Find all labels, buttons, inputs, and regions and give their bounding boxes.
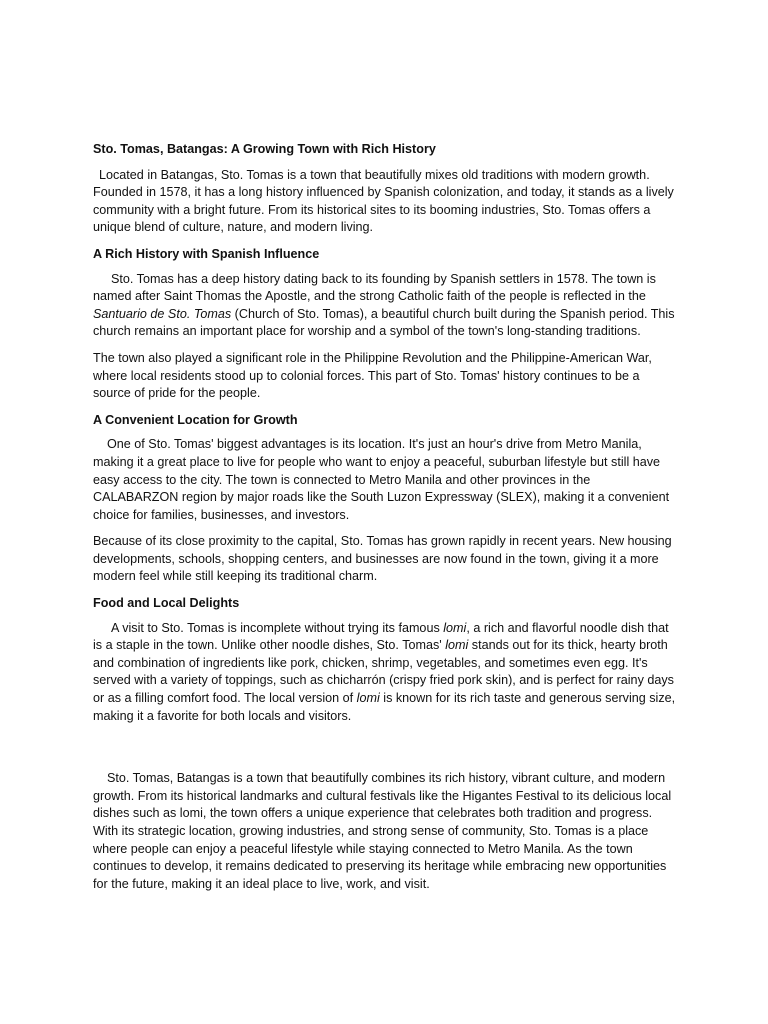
lomi-term-2: lomi xyxy=(445,638,469,653)
food-paragraph xyxy=(93,620,677,726)
food-text-a: A visit to Sto. Tomas is incomplete without trying its famous xyxy=(111,620,444,635)
church-name: Santuario de Sto. Tomas xyxy=(93,306,232,321)
lomi-term-1: lomi xyxy=(443,620,467,635)
intro-paragraph: Located in Batangas, Sto. Tomas is a town that beautifully mixes old traditions with modern growth. Founded in 1578, it has a long history influenced by Spanish colonization, and today, it stands as a lively community with a bright future. From its historical sites to its booming industries, Sto. Tomas offers a unique blend of culture, nature, and modern living. xyxy=(93,167,674,235)
document-title: Sto. Tomas, Batangas: A Growing Town with Rich History xyxy=(93,142,436,156)
food-text-d: is known for its rich taste and generous serving size, making it a favorite for both locals and visitors. xyxy=(93,691,676,723)
section-heading-history: A Rich History with Spanish Influence xyxy=(93,246,320,261)
lomi-term-3: lomi xyxy=(356,691,380,706)
document-body xyxy=(93,141,677,893)
history-paragraph-1 xyxy=(93,271,677,341)
section-heading-location: A Convenient Location for Growth xyxy=(93,412,298,427)
location-paragraph-1: One of Sto. Tomas' biggest advantages is its location. It's just an hour's drive from Metro Manila, making it a great place to live for people who want to enjoy a peaceful, suburban lifestyle but still have easy access to the city. The town is connected to Metro Manila and other provinces in the CALABARZON region by major roads like the South Luzon Expressway (SLEX), making it a convenient choice for families, businesses, and investors. xyxy=(93,437,670,522)
food-text-b: , a rich and flavorful noodle dish that is a staple in the town. Unlike other noodle dishes, Sto. Tomas' xyxy=(93,620,669,653)
history-text-b: (Church of Sto. Tomas), a beautiful church built during the Spanish period. This church remains an important place for worship and a symbol of the town's long-standing traditions. xyxy=(93,306,675,339)
history-paragraph-2: The town also played a significant role in the Philippine Revolution and the Philippine-American War, where local residents stood up to colonial forces. This part of Sto. Tomas' history continues to be a source of pride for the people. xyxy=(93,350,652,401)
location-paragraph-2: Because of its close proximity to the capital, Sto. Tomas has grown rapidly in recent years. New housing developments, schools, shopping centers, and businesses are now found in the town, giving it a more modern feel while still keeping its traditional charm. xyxy=(93,534,672,584)
blank-space xyxy=(93,734,677,770)
conclusion-paragraph: Sto. Tomas, Batangas is a town that beautifully combines its rich history, vibrant culture, and modern growth. From its historical landmarks and cultural festivals like the Higantes Festival to its delicious local dishes such as lomi, the town offers a unique experience that celebrates both tradition and progress. With its strategic location, growing industries, and strong sense of community, Sto. Tomas is a place where people can enjoy a peaceful lifestyle while staying connected to Metro Manila. As the town continues to develop, it remains dedicated to preserving its heritage while embracing new opportunities for the future, making it an ideal place to live, work, and visit. xyxy=(93,771,672,891)
food-text-c: stands out for its thick, hearty broth and combination of ingredients like pork, chicken, shrimp, vegetables, and sometimes even egg. It's served with a variety of toppings, such as chicharrón (crispy fried pork skin), and is perfect for rainy days or as a filling comfort food. The local version of xyxy=(93,638,674,706)
section-heading-food: Food and Local Delights xyxy=(93,596,240,611)
history-text-a: Sto. Tomas has a deep history dating back to its founding by Spanish settlers in 1578. The town is named after Saint Thomas the Apostle, and the strong Catholic faith of the people is reflected in the xyxy=(93,271,656,304)
